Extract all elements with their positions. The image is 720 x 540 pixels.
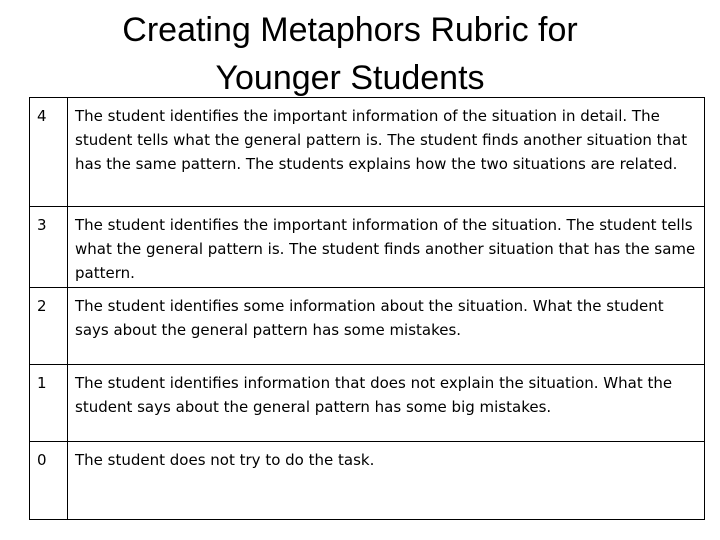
score-cell: 2 bbox=[30, 288, 68, 365]
rubric-row-0 bbox=[30, 442, 705, 520]
title-line-1: Creating Metaphors Rubric for bbox=[122, 11, 578, 49]
description-cell: The student does not try to do the task. bbox=[68, 442, 705, 520]
score-cell: 3 bbox=[30, 207, 68, 288]
score-cell: 1 bbox=[30, 365, 68, 442]
description-cell: The student identifies the important information of the situation. The student tells what the general pattern is. The student finds another situation that has the same pattern. bbox=[68, 207, 705, 288]
score-cell: 0 bbox=[30, 442, 68, 520]
slide-title bbox=[60, 6, 640, 102]
rubric-row-2 bbox=[30, 288, 705, 365]
rubric-row-4 bbox=[30, 98, 705, 207]
rubric-table bbox=[29, 97, 705, 520]
description-cell: The student identifies information that does not explain the situation. What the student says about the general pattern has some big mistakes. bbox=[68, 365, 705, 442]
description-cell: The student identifies the important information of the situation in detail. The student tells what the general pattern is. The student finds another situation that has the same pattern. The students explains how the two situations are related. bbox=[68, 98, 705, 207]
score-cell: 4 bbox=[30, 98, 68, 207]
rubric-row-3 bbox=[30, 207, 705, 288]
title-line-2: Younger Students bbox=[215, 59, 485, 97]
rubric-row-1 bbox=[30, 365, 705, 442]
description-cell: The student identifies some information about the situation. What the student says about the general pattern has some mistakes. bbox=[68, 288, 705, 365]
